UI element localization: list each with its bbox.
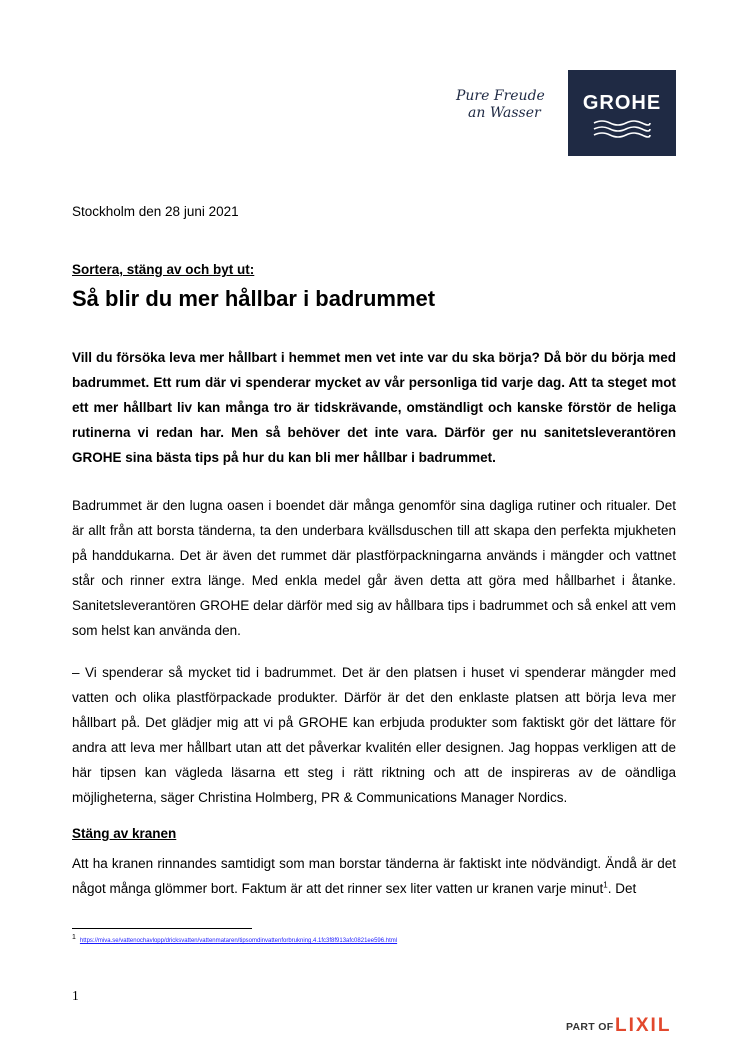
footnote-divider — [72, 928, 252, 929]
section-heading: Stäng av kranen — [72, 826, 177, 841]
paragraph-3-tail: . Det — [607, 881, 637, 896]
footnote-number: 1 — [72, 934, 76, 941]
brand-tagline — [456, 88, 566, 122]
kicker-heading: Sortera, stäng av och byt ut: — [72, 262, 255, 277]
footnote-reference[interactable]: 1 — [603, 880, 608, 890]
brand-name: GROHE — [582, 92, 662, 114]
lead-paragraph: Vill du försöka leva mer hållbart i hemmet men vet inte var du ska börja? Då bör du börja med badrummet. Ett rum där vi spenderar mycket av vår personliga tid varje dag. Att ta steget mot ett mer hållbart liv kan många tro är tidskrävande, omständligt och kanske förstör de heliga rutinerna vi redan har. Men så behöver det inte vara. Därför ger nu sanitetsleverantören GROHE sina bästa tips på hur du kan bli mer hållbar i badrummet. — [72, 350, 676, 465]
body-paragraph-3 — [72, 851, 676, 901]
page-title: Så blir du mer hållbar i badrummet — [72, 286, 436, 311]
water-waves-icon — [592, 118, 652, 142]
page-number: 1 — [72, 988, 79, 1003]
paragraph-3-text: Att ha kranen rinnandes samtidigt som man borstar tänderna är faktiskt inte nödvändigt. Ändå är det något många glömmer bort. Faktum är att det rinner sex liter vatten ur kranen varje minut — [72, 856, 676, 896]
tagline-line-2: an Wasser — [468, 105, 541, 121]
grohe-logo — [456, 70, 676, 156]
body-paragraph-1: Badrummet är den lugna oasen i boendet där många genomför sina dagliga rutiner och ritualer. Det är allt från att borsta tänderna, ta den underbara kvällsduschen till att skapa den perfekta mjukheten på handdukarna. Det är även det rummet där plastförpackningarna används i mängder och vattnet står och rinner extra länge. Med enkla medel går även detta att göra med hållbarhet i åtanke. Sanitetsleverantören GROHE delar därför med sig av hållbara tips i badrummet och så enkel att vem som helst kan använda den. — [72, 498, 676, 638]
lixil-wordmark: LIXIL — [615, 1015, 672, 1036]
tagline-line-1: Pure Freude — [456, 88, 545, 104]
date-line: Stockholm den 28 juni 2021 — [72, 204, 239, 219]
footnote-link[interactable]: https://miva.se/vattenochavlopp/dricksvatten/vattenmataren/tipsomdinvattenforbrukning.4.1fc3f8f913afc0821ee596.html — [79, 938, 398, 944]
lixil-logo — [566, 1015, 678, 1038]
brand-box — [568, 70, 676, 156]
footnote — [72, 934, 397, 944]
body-paragraph-2: – Vi spenderar så mycket tid i badrummet. Det är den platsen i huset vi spenderar mängder med vatten och olika plastförpackade produkter. Därför är det den enklaste platsen att börja leva mer hållbart på. Det glädjer mig att vi på GROHE kan erbjuda produkter som faktiskt gör det lättare för andra att leva mer hållbart utan att det påverkar kvalitén eller designen. Jag hoppas verkligen att de här tipsen kan vägleda läsarna ett steg i rätt riktning och att de inspireras av de oändliga möjligheterna, säger Christina Holmberg, PR & Communications Manager Nordics. — [72, 665, 676, 805]
part-of-label: PART OF — [566, 1021, 614, 1033]
